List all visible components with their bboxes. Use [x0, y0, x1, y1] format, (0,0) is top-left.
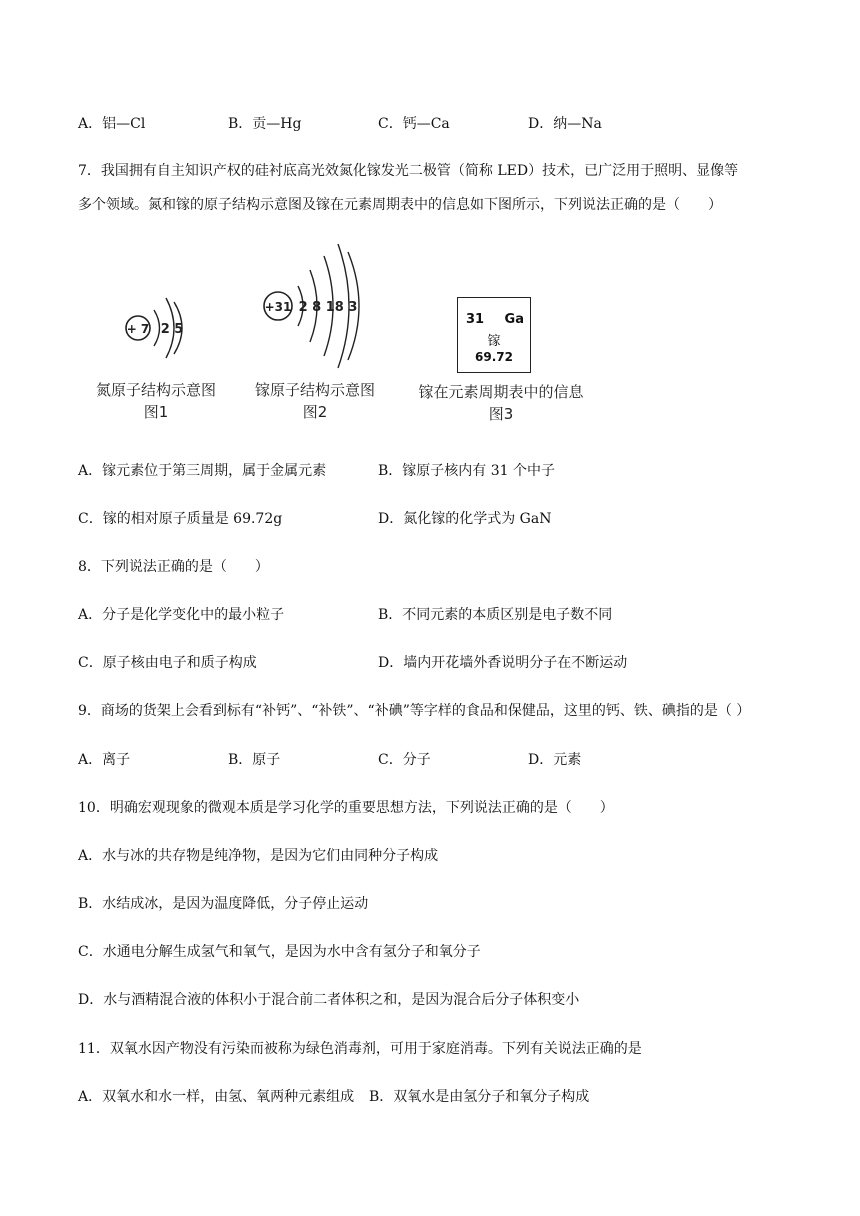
- q7-options-row2: [78, 508, 678, 528]
- q9-option-d: D．元素: [528, 752, 582, 768]
- q8-options-row1: [78, 604, 678, 624]
- gallium-symbol: Ga: [504, 312, 524, 327]
- q6-options: [78, 113, 678, 133]
- gallium-atom-diagram: [258, 238, 378, 378]
- q6-option-a: A．铝—Cl: [78, 116, 146, 132]
- gallium-name: 镓: [487, 334, 501, 349]
- q10-option-b: B．水结成冰，是因为温度降低，分子停止运动: [78, 896, 369, 912]
- q10-stem: 10．明确宏观现象的微观本质是学习化学的重要思想方法，下列说法正确的是（ ）: [78, 800, 614, 816]
- nitrogen-atom-diagram: [110, 280, 210, 380]
- fig1-caption: 氮原子结构示意图: [95, 381, 216, 399]
- q10-option-a: A．水与冰的共存物是纯净物，是因为它们由同种分子构成: [78, 848, 439, 864]
- q8-option-a: A．分子是化学变化中的最小粒子: [78, 607, 285, 623]
- fig3-caption: 镓在元素周期表中的信息: [418, 383, 584, 401]
- q9-options: [78, 749, 678, 769]
- nitrogen-nucleus-label: + 7: [126, 322, 150, 336]
- q7-option-a: A．镓元素位于第三周期，属于金属元素: [78, 463, 327, 479]
- q11-stem: 11．双氧水因产物没有污染而被称为绿色消毒剂，可用于家庭消毒。下列有关说法正确的是: [78, 1041, 642, 1057]
- q9-option-a: A．离子: [78, 752, 131, 768]
- q10-option-c: C．水通电分解生成氢气和氧气，是因为水中含有氢分子和氧分子: [78, 944, 481, 960]
- gallium-atomic-mass: 69.72: [475, 350, 513, 364]
- gallium-nucleus-label: +31: [264, 300, 292, 314]
- q8-option-d: D．墙内开花墙外香说明分子在不断运动: [378, 655, 628, 671]
- q9-option-b: B．原子: [228, 752, 281, 768]
- q6-option-d: D．纳—Na: [528, 116, 602, 132]
- gallium-shell-electrons: 2 8 18 3: [298, 300, 358, 315]
- q10-option-d: D．水与酒精混合液的体积小于混合前二者体积之和，是因为混合后分子体积变小: [78, 992, 580, 1008]
- q7-option-d: D．氮化镓的化学式为 GaN: [378, 511, 552, 527]
- q11-options-row: [78, 1086, 589, 1106]
- q8-options-row2: [78, 652, 678, 672]
- q8-option-b: B．不同元素的本质区别是电子数不同: [378, 607, 613, 623]
- gallium-atomic-number: 31: [466, 312, 485, 327]
- gallium-periodic-cell: [457, 297, 531, 373]
- fig2-label: 图2: [302, 403, 328, 421]
- q7-options-row1: [78, 460, 678, 480]
- fig1-label: 图1: [143, 403, 169, 421]
- q11-option-b: B．双氧水是由氢分子和氧分子构成: [369, 1089, 590, 1105]
- q9-option-c: C．分子: [378, 752, 431, 768]
- q6-option-b: B．贡—Hg: [228, 116, 302, 132]
- q6-option-c: C．钙—Ca: [378, 116, 450, 132]
- q8-stem: 8．下列说法正确的是（ ）: [78, 559, 269, 575]
- q8-option-c: C．原子核由电子和质子构成: [78, 655, 257, 671]
- q11-option-a: A．双氧水和水一样，由氢、氧两种元素组成: [78, 1089, 355, 1105]
- fig3-label: 图3: [488, 405, 514, 423]
- fig2-caption: 镓原子结构示意图: [254, 381, 375, 399]
- q7-stem-line2: 多个领域。氮和镓的原子结构示意图及镓在元素周期表中的信息如下图所示，下列说法正确的是（ ）: [78, 197, 722, 213]
- nitrogen-shell-electrons: 2 5: [160, 322, 184, 337]
- q7-option-c: C．镓的相对原子质量是 69.72g: [78, 511, 283, 527]
- q7-stem-line1: 7．我国拥有自主知识产权的硅衬底高光效氮化镓发光二极管（简称 LED）技术，已广泛用于照明、显像等: [78, 163, 739, 179]
- q9-stem: 9．商场的货架上会看到标有“补钙”、“补铁”、“补碘”等字样的食品和保健品，这里的钙、铁、碘指的是（ ）: [78, 703, 751, 719]
- q7-option-b: B．镓原子核内有 31 个中子: [378, 463, 556, 479]
